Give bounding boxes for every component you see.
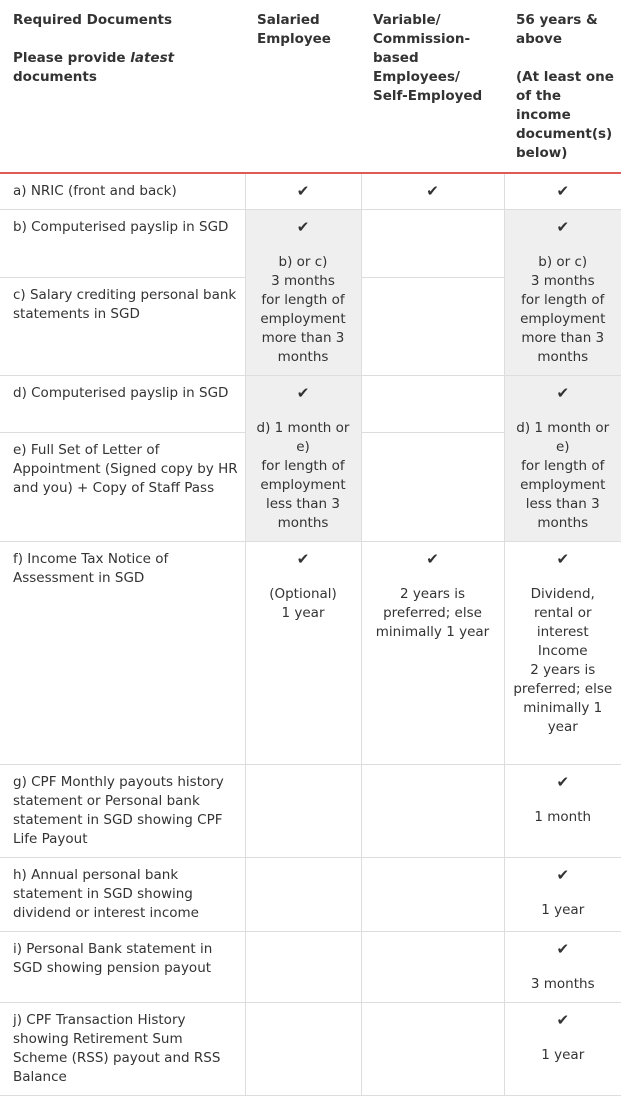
- row-label-pension-statement: i) Personal Bank statement in SGD showing pension payout: [0, 932, 245, 1003]
- bc-note: b) or c) 3 months for length of employment more than 3 months: [260, 254, 346, 365]
- row-label-payslip-d: d) Computerised payslip in SGD: [0, 376, 245, 433]
- table-row: [0, 765, 621, 858]
- table-row: [0, 858, 621, 932]
- variable-f-cell: ✔ 2 years is preferred; else minimally 1 year: [361, 542, 504, 765]
- check-icon: ✔: [426, 182, 439, 200]
- check-icon: ✔: [556, 550, 570, 568]
- check-icon: ✔: [556, 1011, 570, 1029]
- row-label-income-tax: f) Income Tax Notice of Assessment in SGD: [0, 542, 245, 765]
- header-variable-employees: Variable/ Commission-based Employees/ Self-Employed: [361, 0, 504, 173]
- header-subtitle: Please provide latest documents: [13, 50, 175, 85]
- row-label-cpf-monthly: g) CPF Monthly payouts history statement or Personal bank statement in SGD showing CPF Life Payout: [0, 765, 245, 858]
- table-row: [0, 210, 621, 278]
- senior-bc-cell: [504, 210, 621, 376]
- check-icon: ✔: [556, 866, 570, 884]
- senior-f-cell: ✔ Dividend, rental or interest Income 2 years is preferred; else minimally 1 year: [504, 542, 621, 765]
- senior-i-cell: ✔ 3 months: [504, 932, 621, 1003]
- row-label-annual-bank-statement: h) Annual personal bank statement in SGD showing dividend or interest income: [0, 858, 245, 932]
- salaried-f-cell: ✔ (Optional) 1 year: [245, 542, 361, 765]
- row-label-cpf-transaction: j) CPF Transaction History showing Retirement Sum Scheme (RSS) payout and RSS Balance: [0, 1003, 245, 1096]
- table-row: [0, 542, 621, 765]
- senior-de-cell: [504, 376, 621, 542]
- check-icon: ✔: [296, 182, 310, 200]
- check-icon: ✔: [296, 550, 310, 568]
- check-icon: ✔: [296, 384, 310, 402]
- header-salaried-employee: Salaried Employee: [245, 0, 361, 173]
- salaried-bc-cell: [245, 210, 361, 376]
- check-icon: ✔: [556, 218, 570, 236]
- header-56-years: 56 years & above (At least one of the income document(s) below): [504, 0, 621, 173]
- de-note: d) 1 month or e) for length of employment less than 3 months: [256, 420, 350, 531]
- check-icon: ✔: [296, 218, 310, 236]
- senior-h-cell: ✔ 1 year: [504, 858, 621, 932]
- de-note: d) 1 month or e) for length of employment less than 3 months: [516, 420, 610, 531]
- salaried-de-cell: [245, 376, 361, 542]
- row-label-payslip: b) Computerised payslip in SGD: [0, 210, 245, 278]
- check-icon: ✔: [426, 550, 439, 568]
- header-title: Required Documents: [13, 12, 173, 28]
- table-header-row: [0, 0, 621, 173]
- table-row: [0, 173, 621, 210]
- row-label-nric: a) NRIC (front and back): [0, 173, 245, 210]
- table-row: [0, 1003, 621, 1096]
- check-icon: ✔: [556, 384, 570, 402]
- table-row: [0, 932, 621, 1003]
- bc-note: b) or c) 3 months for length of employment more than 3 months: [520, 254, 606, 365]
- senior-g-cell: ✔ 1 month: [504, 765, 621, 858]
- check-icon: ✔: [556, 940, 570, 958]
- row-label-salary-crediting: c) Salary crediting personal bank statements in SGD: [0, 278, 245, 376]
- senior-j-cell: ✔ 1 year: [504, 1003, 621, 1096]
- check-icon: ✔: [556, 182, 570, 200]
- table-row: [0, 376, 621, 433]
- header-required-documents: [0, 0, 245, 173]
- header-56-subtitle: (At least one of the income document(s) below): [516, 69, 614, 161]
- row-label-letter-of-appointment: e) Full Set of Letter of Appointment (Signed copy by HR and you) + Copy of Staff Pass: [0, 433, 245, 542]
- check-icon: ✔: [556, 773, 570, 791]
- latest-emphasis: latest: [130, 50, 175, 66]
